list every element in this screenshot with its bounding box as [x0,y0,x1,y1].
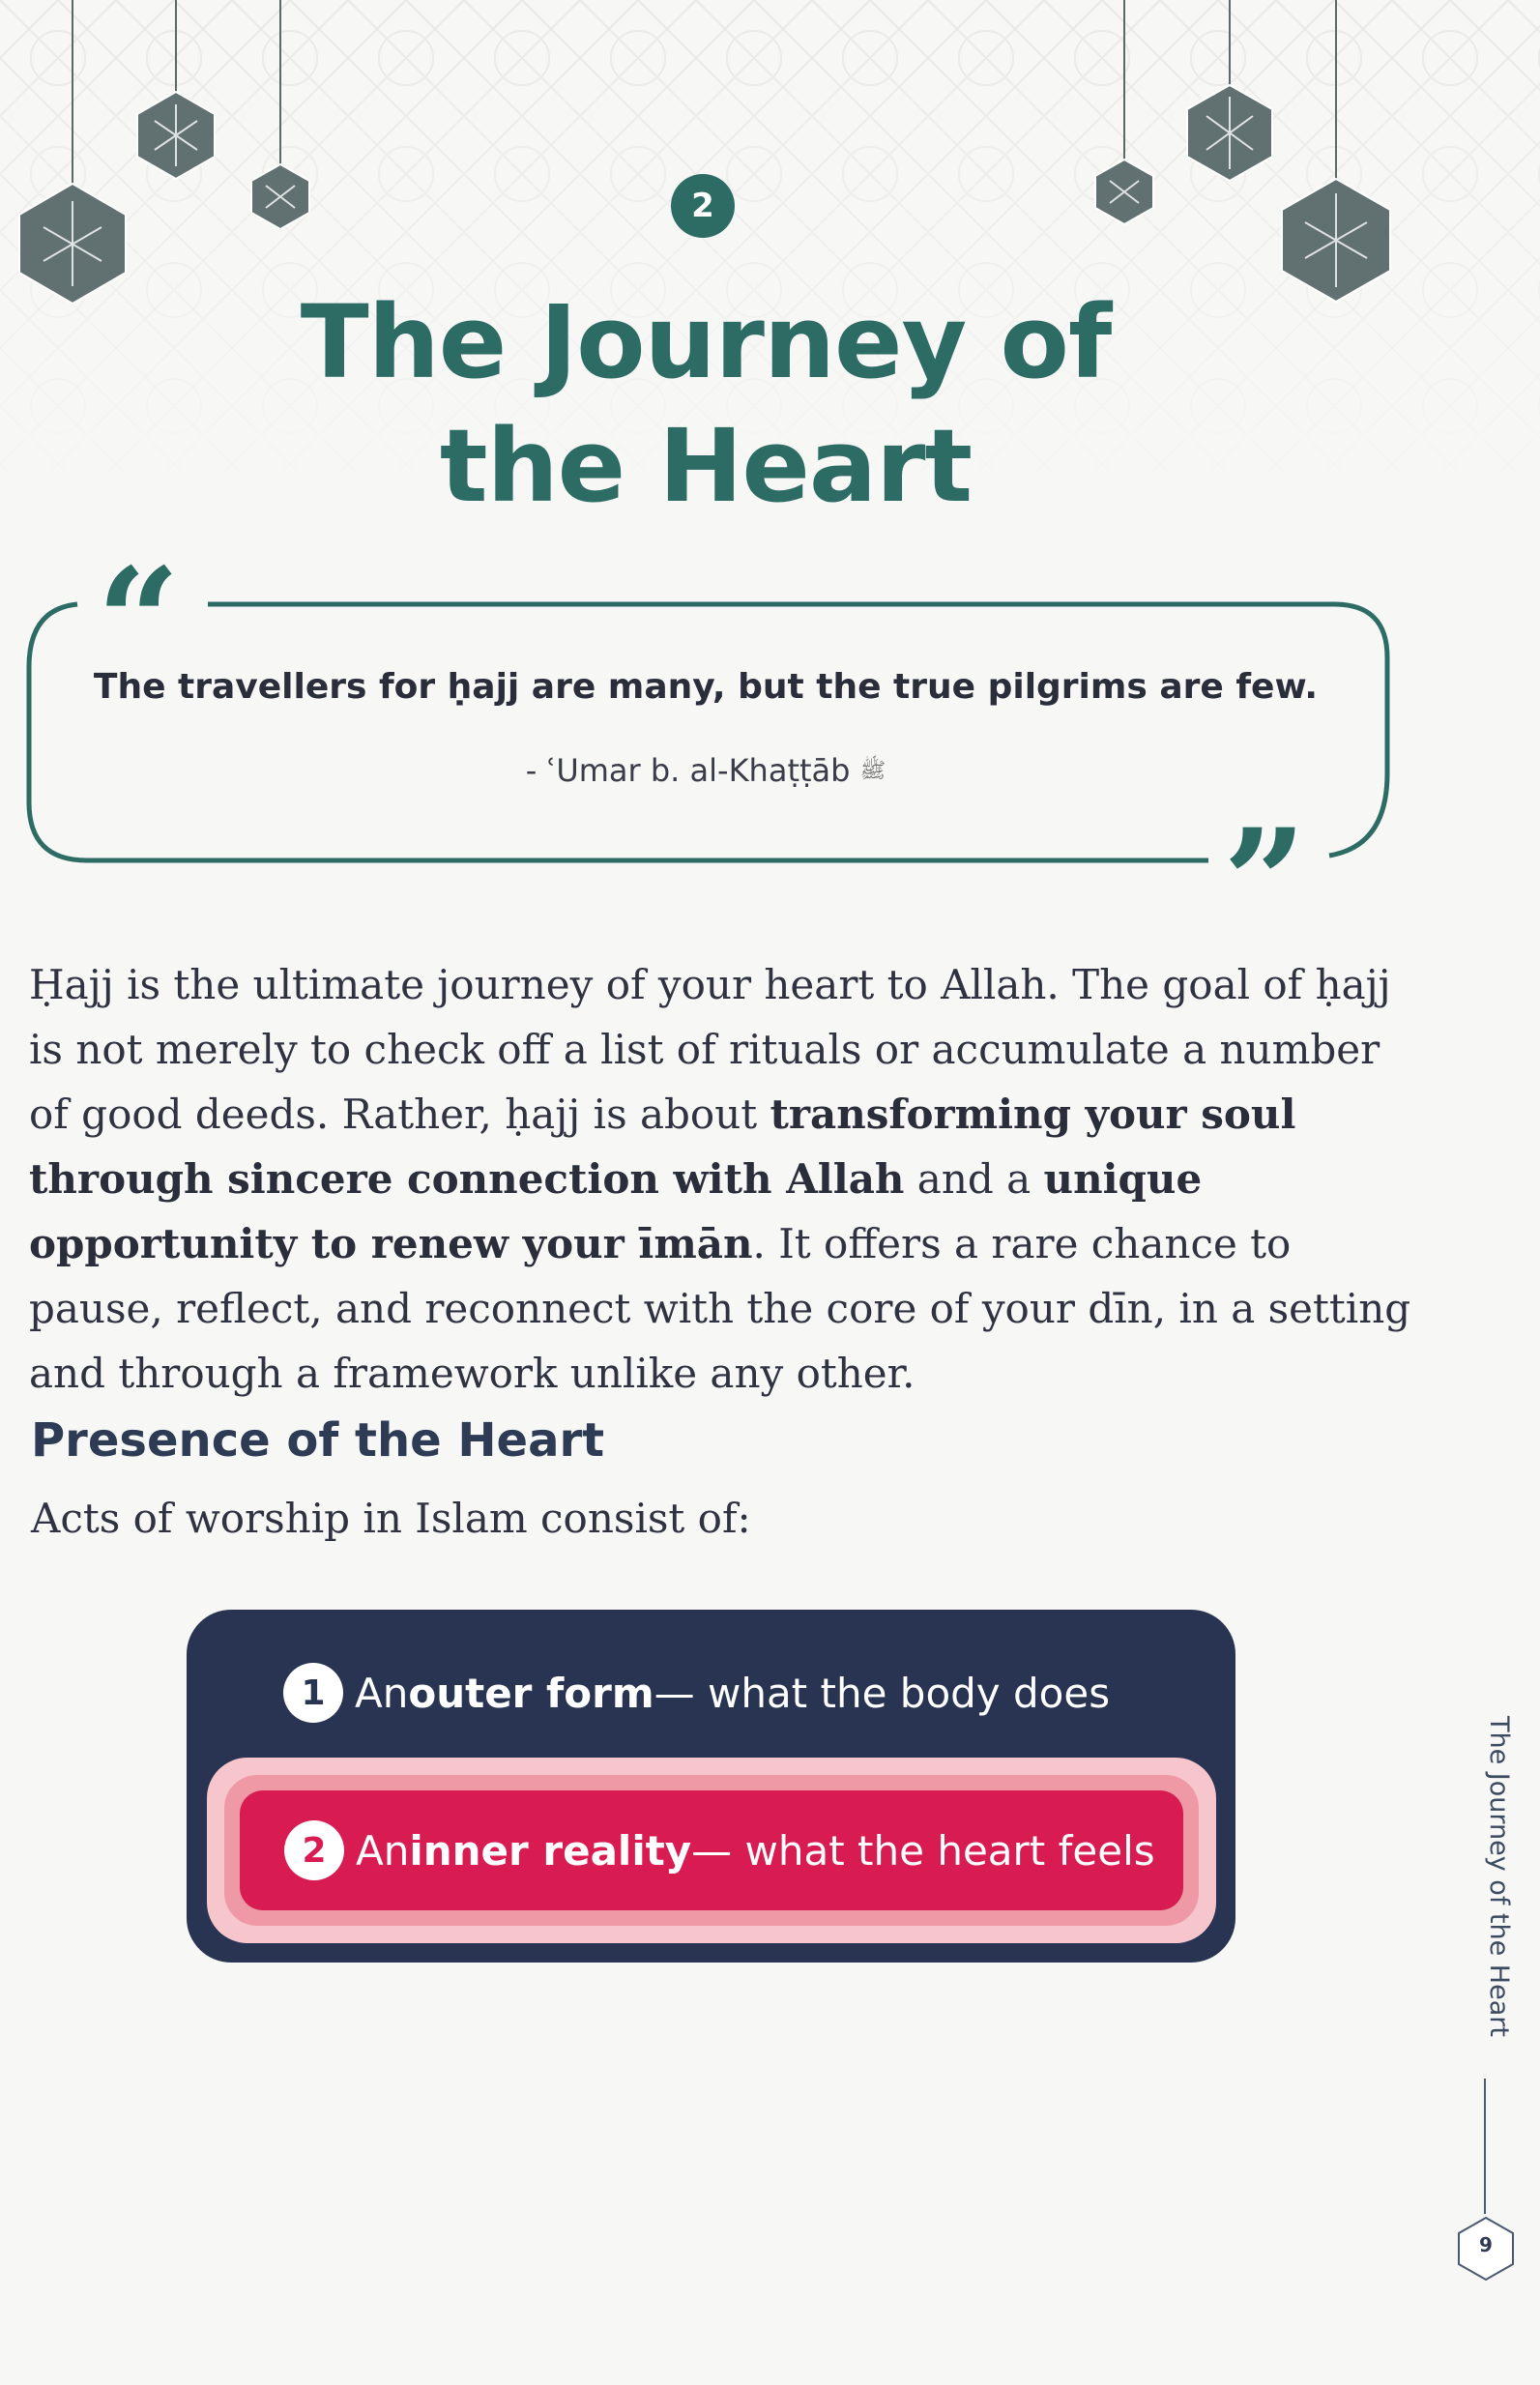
quote-author-name: - ʿUmar b. al-Khaṭṭāb [525,752,851,789]
body-paragraph [29,952,1411,1406]
chapter-title-line-1: The Journey of [300,283,1112,401]
quote-text: The travellers for ḥajj are many, but the true pilgrims are few. [93,667,1319,707]
chapter-number-badge: 2 [671,174,735,238]
item-2-pre: An [356,1826,410,1875]
page-number: 9 [1479,2233,1493,2256]
body-emphasis-2: unique opportunity to renew your īmān [29,1155,1203,1267]
item-1-pre: An [355,1669,409,1717]
body-text-1: Ḥajj is the ultimate journey of your heart to Allah. The goal of ḥajj is not merely to check off a list of rituals or accumulate a number of good deeds. Rather, ḥajj is about [29,961,1391,1138]
item-2-bold: inner reality [409,1826,692,1875]
open-quote-mark: “ [97,546,181,707]
honorific-glyph: ﷺ [859,759,886,783]
quote-attribution [29,752,1382,789]
quote-frame [19,546,1402,894]
item-1-bold: outer form [408,1669,654,1717]
worship-item-inner-reality [240,1790,1183,1910]
item-1-rest: — what the body does [654,1669,1111,1717]
footer-divider [1484,2079,1486,2214]
section-intro: Acts of worship in Islam consist of: [31,1495,751,1542]
body-text-3: . It offers a rare chance to pause, reflect, and reconnect with the core of your dīn, in a setting and through a framework unlike any other. [29,1220,1411,1397]
running-title: The Journey of the Heart [1484,1716,1514,2037]
worship-item-outer-form [283,1659,1110,1727]
body-text-2: and a [904,1155,1044,1203]
item-number-1: 1 [283,1663,343,1723]
item-number-2: 2 [284,1820,344,1880]
chapter-title [0,280,1411,528]
close-quote-mark: ” [1223,798,1307,894]
item-2-rest: — what the heart feels [691,1826,1155,1875]
section-heading: Presence of the Heart [31,1413,605,1468]
chapter-title-line-2: the Heart [439,407,973,525]
body-emphasis-1: transforming your soul through sincere connection with Allah [29,1091,1296,1203]
worship-item-highlight [207,1758,1216,1943]
